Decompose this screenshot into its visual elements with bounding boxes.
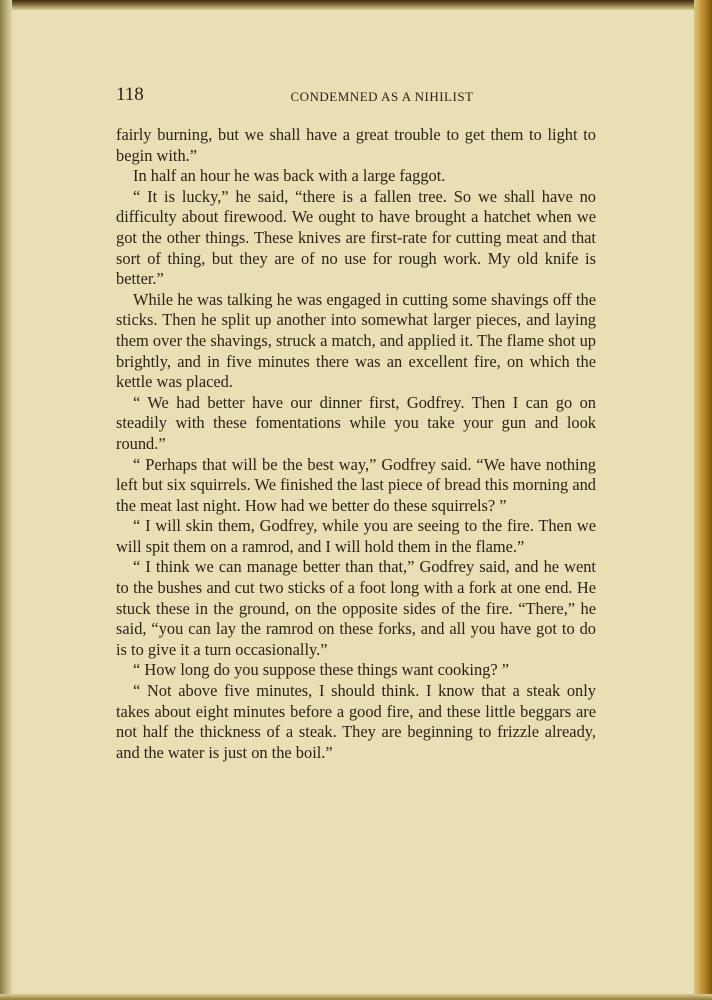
page-top-edge: [0, 0, 712, 10]
paragraph: In half an hour he was back with a large faggot.: [133, 166, 446, 186]
page-bottom-edge: [0, 994, 712, 1000]
paragraph: fairly burning, but we shall have a great trouble to get them to light to begin with.”: [116, 125, 596, 165]
page-number: 118: [116, 84, 144, 105]
paragraph: “ Not above five minutes, I should think. I know that a steak only takes about eight minutes before a good fire, and these little beggars are not half the thickness of a steak. They are beginning to frizzle already, and the water is just on the boil.”: [116, 681, 596, 762]
paragraph: “ I will skin them, Godfrey, while you are seeing to the fire. Then we will spit them on a ramrod, and I will hold them in the flame.”: [116, 516, 596, 556]
paragraph: “ Perhaps that will be the best way,” Godfrey said. “We have nothing left but six squirrels. We finished the last piece of bread this morning and the meat last night. How had we better do these squirrels? ”: [116, 454, 596, 515]
body-text: [116, 125, 596, 763]
paragraph: “ I think we can manage better than that,” Godfrey said, and he went to the bushes and cut two sticks of a foot long with a fork at one end. He stuck these in the ground, on the opposite sides of the fire. “There,” he said, “you can lay the ramrod on these forks, and all you have got to do is to give it a turn occasionally.”: [116, 557, 596, 659]
paragraph: “ How long do you suppose these things want cooking? ”: [133, 660, 510, 680]
page-fore-edge: [694, 0, 712, 1000]
page-gutter: [0, 0, 12, 1000]
running-head: CONDEMNED AS A NIHILIST: [290, 89, 474, 104]
paragraph: “ It is lucky,” he said, “there is a fallen tree. So we shall have no difficulty about firewood. We ought to have brought a hatchet when we got the other things. These knives are first-rate for cutting meat and that sort of thing, but they are of no use for rough work. My old knife is better.”: [116, 186, 596, 289]
paragraph: While he was talking he was engaged in cutting some shavings off the sticks. Then he split up another into somewhat larger pieces, and laying them over the shavings, struck a match, and applied it. The flame shot up brightly, and in five minutes there was an excellent fire, on which the kettle was placed.: [116, 289, 596, 392]
page-header: [116, 84, 596, 112]
paragraph: “ We had better have our dinner first, Godfrey. Then I can go on steadily with these fomentations while you take your gun and look round.”: [116, 392, 596, 453]
